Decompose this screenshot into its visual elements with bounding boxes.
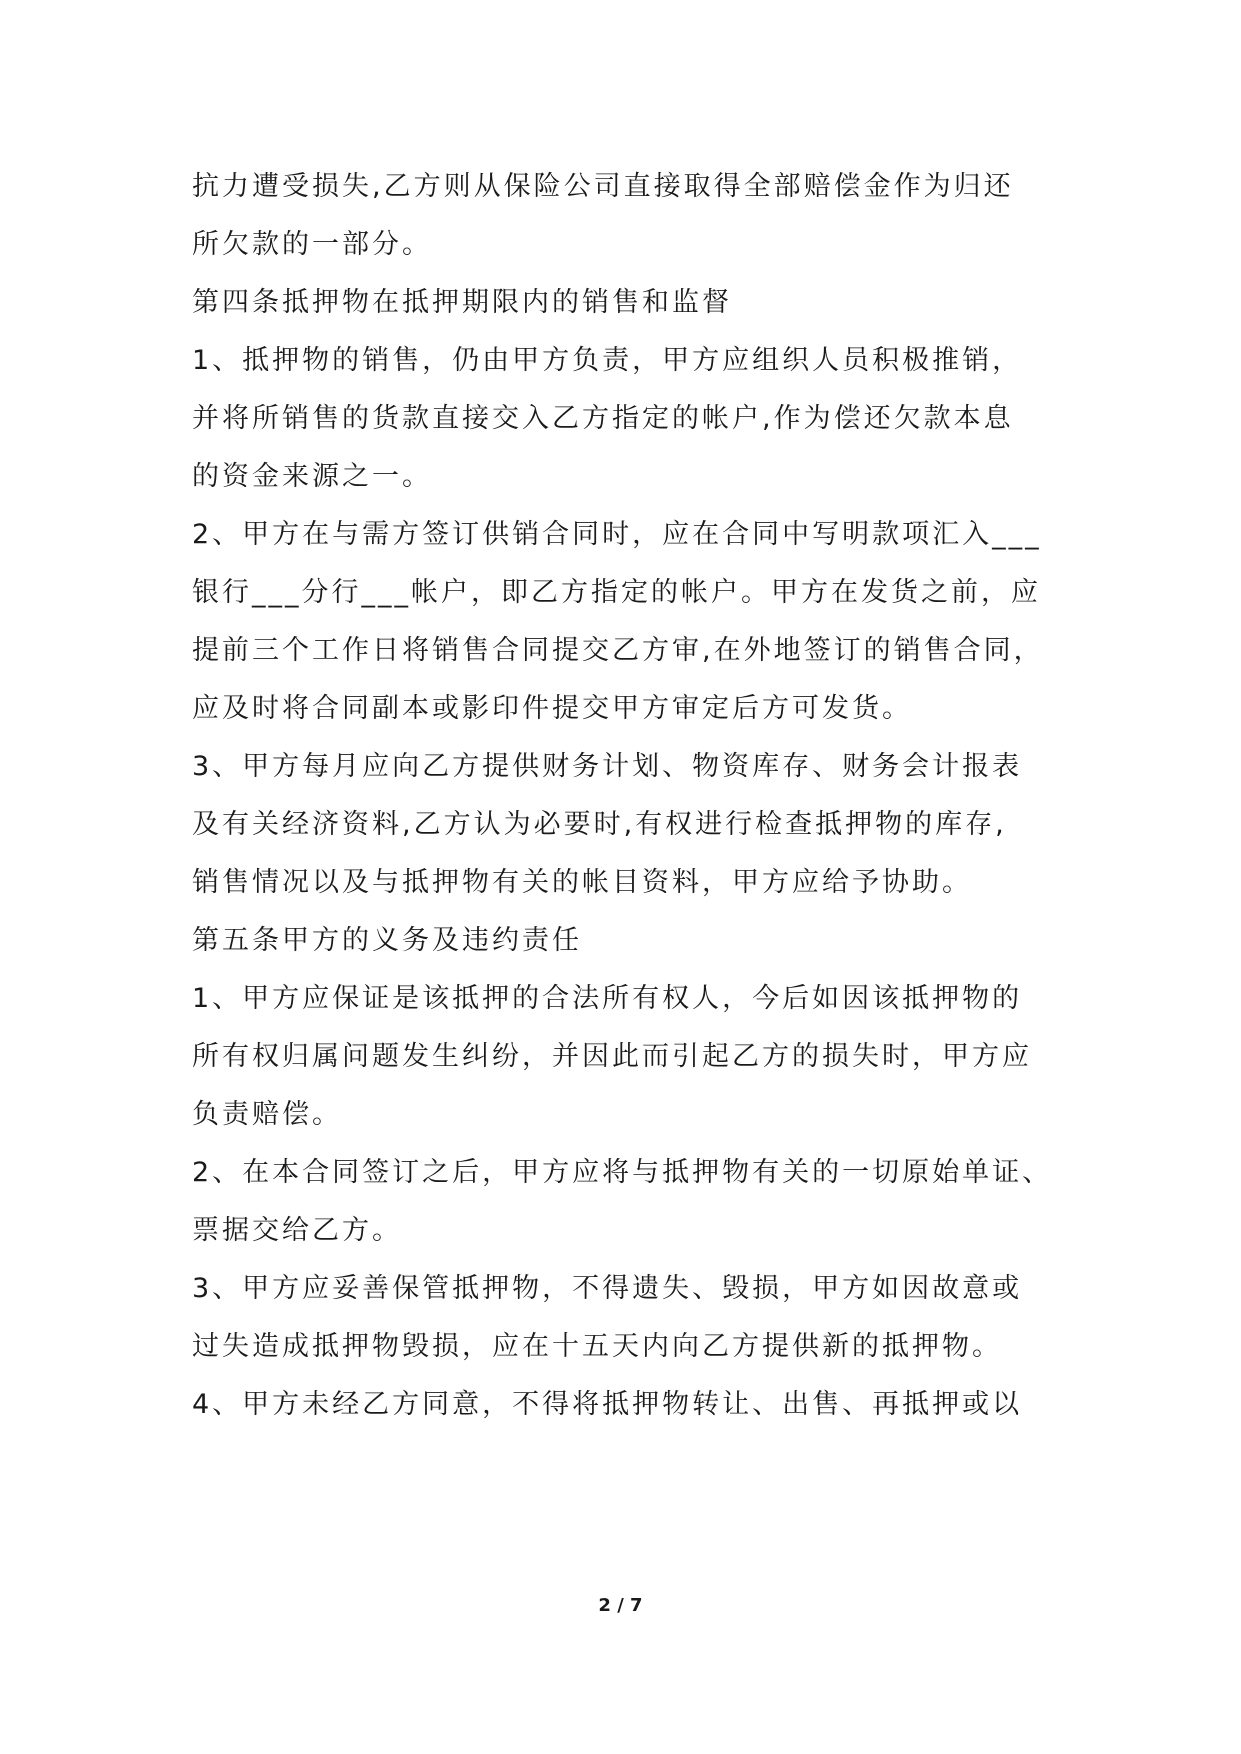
text-line: 抗力遭受损失,乙方则从保险公司直接取得全部赔偿金作为归还 bbox=[192, 171, 1014, 202]
text-line: 4、甲方未经乙方同意，不得将抵押物转让、出售、再抵押或以 bbox=[192, 1389, 1023, 1420]
text-line: 所欠款的一部分。 bbox=[192, 229, 432, 260]
text-line: 提前三个工作日将销售合同提交乙方审,在外地签订的销售合同， bbox=[192, 635, 1044, 666]
text-line: 所有权归属问题发生纠纷，并因此而引起乙方的损失时，甲方应 bbox=[192, 1041, 1032, 1072]
text-line: 1、甲方应保证是该抵押的合法所有权人，今后如因该抵押物的 bbox=[192, 983, 1023, 1014]
text-line: 并将所销售的货款直接交入乙方指定的帐户,作为偿还欠款本息 bbox=[192, 403, 1014, 434]
text-line: 银行___分行___帐户，即乙方指定的帐户。甲方在发货之前，应 bbox=[192, 577, 1041, 608]
section-heading: 第五条甲方的义务及违约责任 bbox=[192, 925, 582, 956]
text-line: 3、甲方每月应向乙方提供财务计划、物资库存、财务会计报表 bbox=[192, 751, 1023, 782]
text-line: 3、甲方应妥善保管抵押物，不得遗失、毁损，甲方如因故意或 bbox=[192, 1273, 1023, 1304]
text-line: 1、抵押物的销售，仍由甲方负责，甲方应组织人员积极推销， bbox=[192, 345, 1023, 376]
text-line: 票据交给乙方。 bbox=[192, 1215, 402, 1246]
text-line: 2、甲方在与需方签订供销合同时，应在合同中写明款项汇入___ bbox=[192, 519, 1042, 550]
page-number: 2 / 7 bbox=[598, 1595, 643, 1616]
text-line: 销售情况以及与抵押物有关的帐目资料，甲方应给予协助。 bbox=[192, 867, 972, 898]
text-line: 及有关经济资料,乙方认为必要时,有权进行检查抵押物的库存, bbox=[192, 809, 1007, 840]
text-line: 应及时将合同副本或影印件提交甲方审定后方可发货。 bbox=[192, 693, 912, 724]
text-line: 负责赔偿。 bbox=[192, 1099, 342, 1130]
section-heading: 第四条抵押物在抵押期限内的销售和监督 bbox=[192, 287, 732, 318]
text-line: 过失造成抵押物毁损，应在十五天内向乙方提供新的抵押物。 bbox=[192, 1331, 1002, 1362]
text-line: 的资金来源之一。 bbox=[192, 461, 432, 492]
document-body bbox=[192, 158, 1067, 1434]
text-line: 2、在本合同签订之后，甲方应将与抵押物有关的一切原始单证、 bbox=[192, 1157, 1053, 1188]
